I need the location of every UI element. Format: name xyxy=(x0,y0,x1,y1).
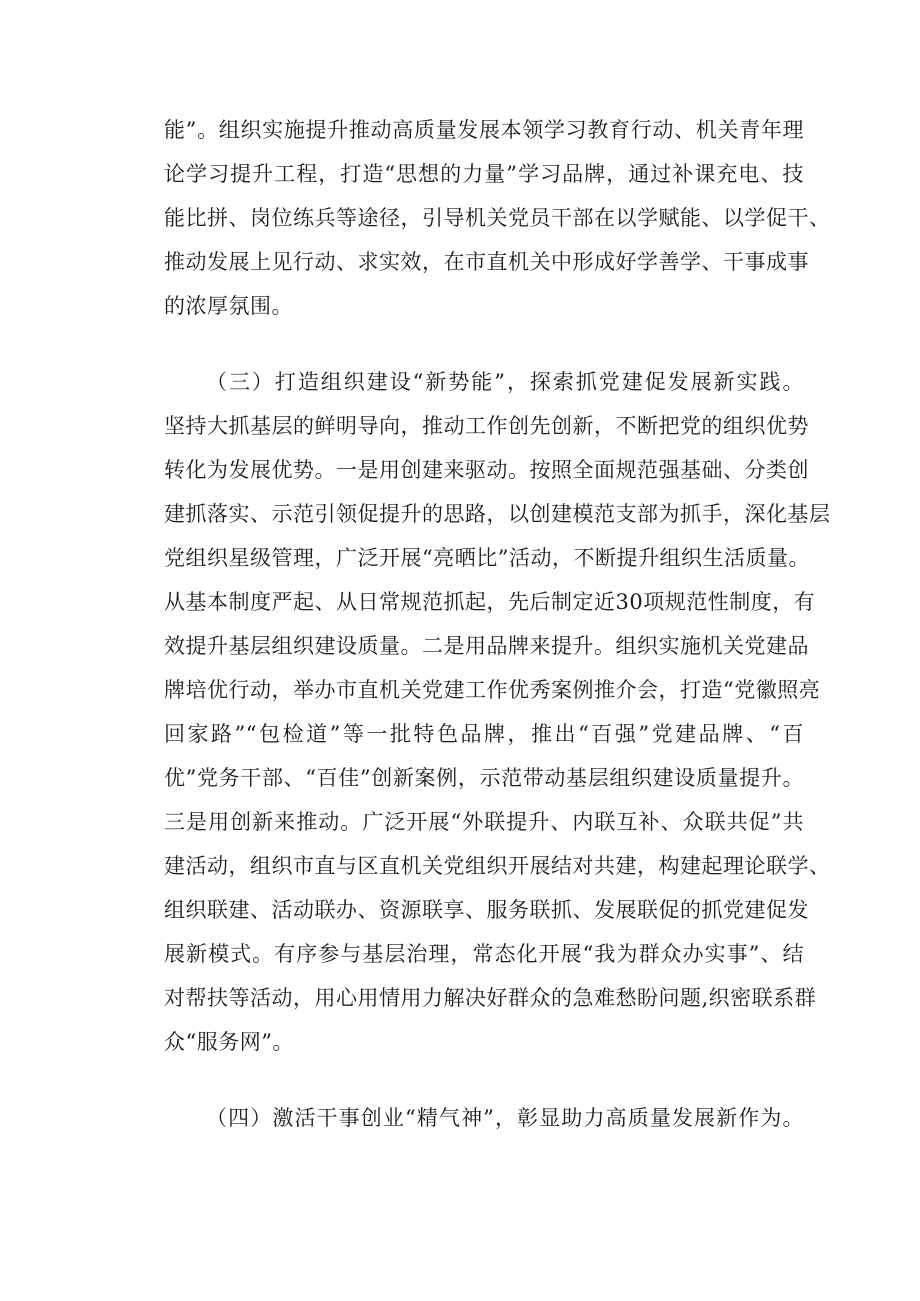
text-line: 推动发展上见行动、求实效，在市直机关中形成好学善学、干事成事 xyxy=(164,250,809,274)
text-line: 回家路”“包检道”等一批特色品牌，推出“百强”党建品牌、“百 xyxy=(164,722,804,746)
text-line: 组织联建、活动联办、资源联享、服务联抓、发展联促的抓党建促发 xyxy=(164,898,809,922)
section-heading: （三）打造组织建设“新势能”，探索抓党建促发展新实践。 xyxy=(206,370,804,394)
text-line: 建活动，组织市直与区直机关党组织开展结对共建，构建起理论联学、 xyxy=(164,854,831,878)
text-line: 转化为发展优势。一是用创建来驱动。按照全面规范强基础、分类创 xyxy=(164,458,809,482)
text-line: 从基本制度严起、从日常规范抓起，先后制定近30项规范性制度，有 xyxy=(164,590,816,614)
text-line: 党组织星级管理，广泛开展“亮晒比”活动，不断提升组织生活质量。 xyxy=(164,546,810,570)
text-line: 论学习提升工程，打造“思想的力量”学习品牌，通过补课充电、技 xyxy=(164,162,804,186)
text-line: 坚持大抓基层的鲜明导向，推动工作创先创新，不断把党的组织优势 xyxy=(164,414,809,438)
text-line: 建抓落实、示范引领促提升的思路，以创建模范支部为抓手，深化基层 xyxy=(164,502,831,526)
text-line: 展新模式。有序参与基层治理，常态化开展“我为群众办实事”、结 xyxy=(164,942,804,966)
text-line: 能比拼、岗位练兵等途径，引导机关党员干部在以学赋能、以学促干、 xyxy=(164,206,831,230)
text-line: 能”。组织实施提升推动高质量发展本领学习教育行动、机关青年理 xyxy=(164,118,804,142)
text-line: 牌培优行动，举办市直机关党建工作优秀案例推介会，打造“党徽照亮 xyxy=(164,678,821,702)
text-line: 优”党务干部、“百佳”创新案例，示范带动基层组织建设质量提升。 xyxy=(164,766,804,790)
text-line: 对帮扶等活动，用心用情用力解决好群众的急难愁盼问题,织密联系群 xyxy=(164,986,817,1010)
text-line: 众“服务网”。 xyxy=(164,1030,294,1054)
text-line: 三是用创新来推动。广泛开展“外联提升、内联互补、众联共促”共 xyxy=(164,810,804,834)
text-line: 效提升基层组织建设质量。二是用品牌来提升。组织实施机关党建品 xyxy=(164,634,809,658)
section-heading: （四）激活干事创业“精气神”，彰显助力高质量发展新作为。 xyxy=(206,1106,804,1130)
text-line: 的浓厚氛围。 xyxy=(164,294,293,318)
